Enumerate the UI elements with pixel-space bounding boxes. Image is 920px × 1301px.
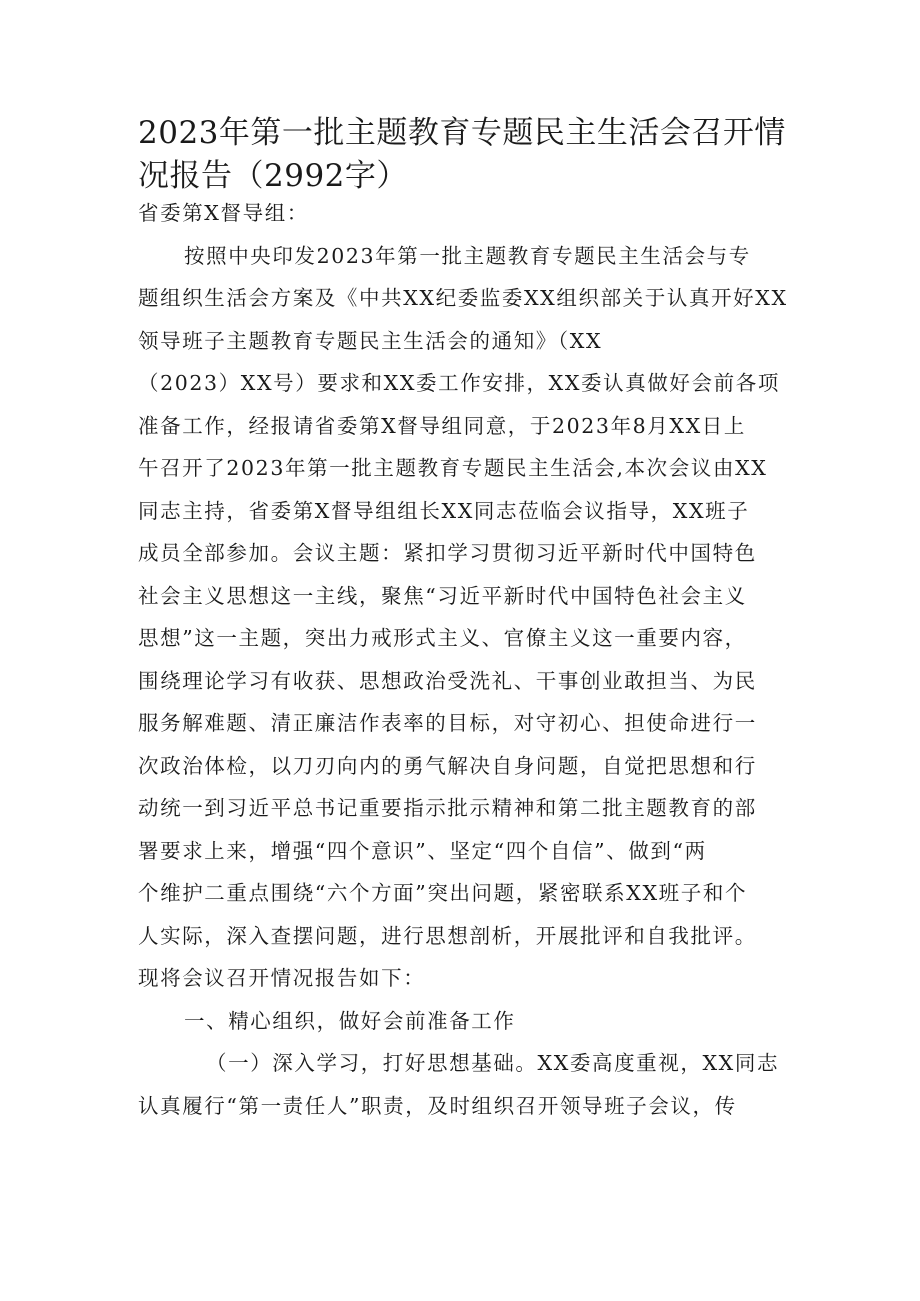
- paragraph-line: 围绕理论学习有收获、思想政治受洗礼、干事创业敢担当、为民: [138, 668, 757, 693]
- paragraph-line: 社会主义思想这一主线，聚焦“习近平新时代中国特色社会主义: [138, 583, 747, 608]
- document-body: [138, 192, 792, 1127]
- paragraph-line: 人实际，深入查摆问题，进行思想剖析，开展批评和自我批评。: [138, 923, 757, 948]
- paragraph-line: 题组织生活会方案及《中共XX纪委监委XX组织部关于认真开好XX: [138, 286, 788, 310]
- paragraph-line: 署要求上来，增强“四个意识”、坚定“四个自信”、做到“两: [138, 838, 707, 863]
- paragraph-line: 动统一到习近平总书记重要指示批示精神和第二批主题教育的部: [138, 796, 757, 820]
- subsection-heading: （一）深入学习，打好思想基础。XX委高度重视，XX同志: [206, 1051, 780, 1075]
- paragraph-line: 午召开了2023年第一批主题教育专题民主生活会,本次会议由XX: [138, 456, 768, 480]
- paragraph-line: 同志主持，省委第X督导组组长XX同志莅临会议指导，XX班子: [138, 498, 750, 523]
- paragraph-line: 认真履行“第一责任人”职责，及时组织召开领导班子会议，传: [138, 1093, 737, 1118]
- paragraph-line: 个维护二重点围绕“六个方面”突出问题，紧密联系XX班子和个: [138, 881, 748, 905]
- paragraph-line: 成员全部参加。会议主题：紧扣学习贯彻习近平新时代中国特色: [138, 541, 757, 565]
- paragraph-line: 次政治体检，以刀刃向内的勇气解决自身问题，自觉把思想和行: [138, 753, 757, 778]
- paragraph-line: 准备工作，经报请省委第X督导组同意，于2023年8月XX日上: [138, 413, 746, 438]
- paragraph-line: 思想”这一主题，突出力戒形式主义、官僚主义这一重要内容，: [138, 626, 747, 650]
- paragraph-line: 领导班子主题教育专题民主生活会的通知》（XX: [138, 328, 603, 353]
- paragraph-line: 按照中央印发2023年第一批主题教育专题民主生活会与专: [184, 243, 751, 268]
- section-heading: 一、精心组织，做好会前准备工作: [184, 1008, 516, 1033]
- document-title: 2023年第一批主题教育专题民主生活会召开情况报告（2992字）: [138, 115, 786, 194]
- paragraph-line: 服务解难题、清正廉洁作表率的目标，对守初心、担使命进行一: [138, 711, 757, 735]
- paragraph-line: （2023）XX号）要求和XX委工作安排，XX委认真做好会前各项: [138, 371, 780, 395]
- salutation: 省委第X督导组：: [138, 201, 309, 225]
- paragraph-line: 现将会议召开情况报告如下：: [138, 966, 426, 990]
